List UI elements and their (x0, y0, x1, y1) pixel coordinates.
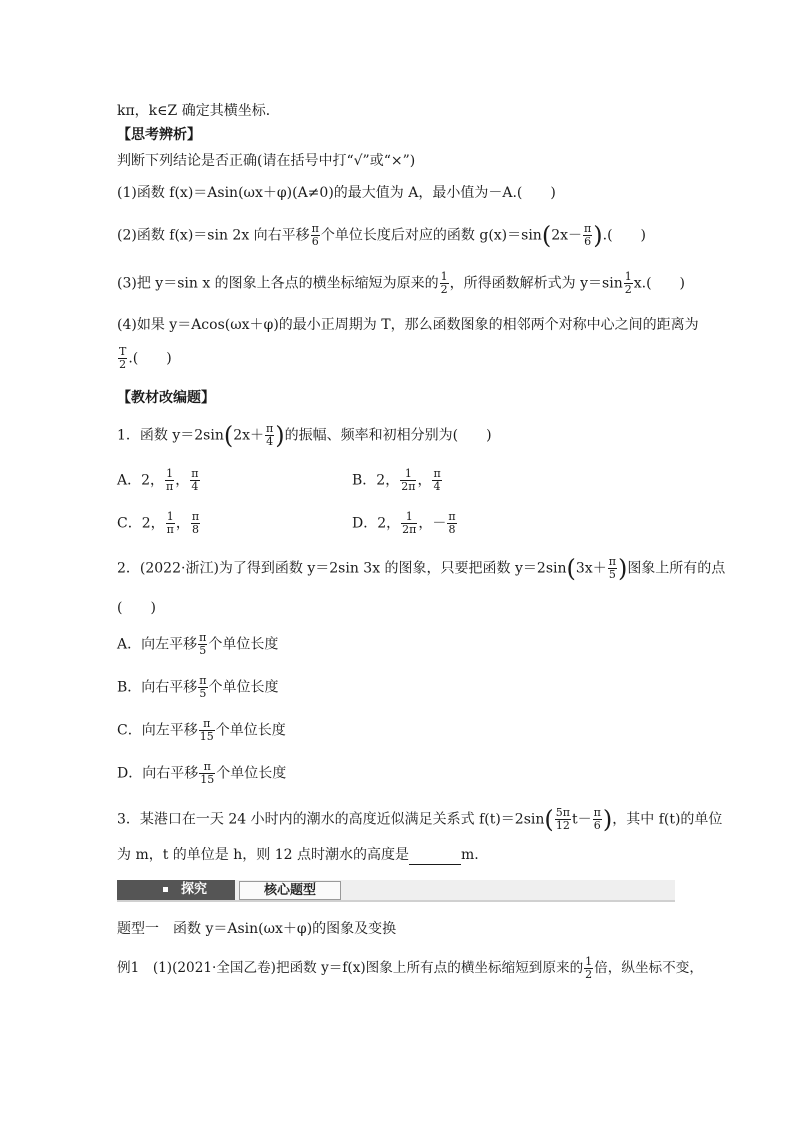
problem-1: 1．函数 y＝2sin(2x＋ $\frac{\pi}{4}$ )的振幅、频率和初相分别为( ) (117, 421, 492, 450)
question-4-cont: $\frac{T}{2}$ .( ) (119, 345, 172, 371)
fraction: $\frac{\pi}{4}$ (266, 422, 274, 448)
text-line: kπ，k∈Z 确定其横坐标． (117, 103, 280, 119)
option-2C: C．向左平移 $\frac{\pi}{15}$ 个单位长度 (117, 717, 286, 743)
banner-left: 探究 (117, 880, 235, 900)
option-2A: A．向左平移 $\frac{\pi}{5}$ 个单位长度 (117, 631, 279, 657)
problem-3: 3．某港口在一天 24 小时内的潮水的高度近似满足关系式 f(t)＝2sin( $\frac{5\pi}{12}$ t－ $\frac{\pi}{6}$ )，其中 f(t)的单位 (117, 805, 723, 834)
fraction: $\frac{\pi}{5}$ (608, 555, 616, 581)
problem-2-paren: ( ) (117, 600, 156, 616)
bullet-square-icon (163, 887, 168, 892)
fraction: $\frac{T}{2}$ (119, 345, 127, 371)
option-1D: D．2， $\frac{1}{2\pi}$ ，－ $\frac{\pi}{8}$ (352, 510, 456, 536)
instruction-line: 判断下列结论是否正确(请在括号中打“√”或“×”) (117, 153, 416, 169)
option-2B: B．向右平移 $\frac{\pi}{5}$ 个单位长度 (117, 674, 279, 700)
fraction: $\frac{1}{2}$ (624, 270, 632, 296)
fraction: $\frac{1}{2}$ (585, 955, 593, 981)
question-1: (1)函数 f(x)＝Asin(ωx＋φ)(A≠0)的最大值为 A，最小值为－A.( ) (117, 185, 556, 201)
section-heading-textbook: 【教材改编题】 (117, 390, 215, 406)
problem-3-cont: 为 m，t 的单位是 h，则 12 点时潮水的高度是 m. (117, 847, 479, 863)
fraction: $\frac{\pi}{6}$ (311, 222, 319, 248)
fraction: $\frac{5\pi}{12}$ (555, 806, 570, 832)
question-2: (2)函数 f(x)＝sin 2x 向右平移 $\frac{\pi}{6}$ 个单位长度后对应的函数 g(x)＝sin(2x－ $\frac{\pi}{6}$ ).( ) (117, 221, 646, 250)
problem-2: 2．(2022·浙江)为了得到函数 y＝2sin 3x 的图象，只要把函数 y＝2sin(3x＋ $\frac{\pi}{5}$ )图象上所有的点 (117, 554, 726, 583)
question-3: (3)把 y＝sin x 的图象上各点的横坐标缩短为原来的 $\frac{1}{2}$ ，所得函数解析式为 y＝sin $\frac{1}{2}$ x.( ) (117, 270, 685, 296)
option-1C: C．2， $\frac{1}{\pi}$ ， $\frac{\pi}{8}$ (117, 510, 200, 536)
fraction: $\frac{\pi}{6}$ (584, 222, 592, 248)
section-banner (117, 880, 675, 902)
option-1B: B．2， $\frac{1}{2\pi}$ ， $\frac{\pi}{4}$ (352, 467, 441, 493)
option-2D: D．向右平移 $\frac{\pi}{15}$ 个单位长度 (117, 760, 287, 786)
fraction: $\frac{\pi}{6}$ (593, 806, 601, 832)
fraction: $\frac{1}{2}$ (440, 270, 448, 296)
banner-right: 核心题型 (239, 881, 341, 900)
topic-heading: 题型一 函数 y＝Asin(ωx＋φ)的图象及变换 (117, 921, 397, 937)
section-heading-thinking: 【思考辨析】 (117, 127, 201, 143)
question-4: (4)如果 y＝Acos(ωx＋φ)的最小正周期为 T，那么函数图象的相邻两个对称中心之间的距离为 (117, 317, 699, 333)
answer-blank (409, 850, 461, 865)
example-1: 例1 (1)(2021·全国乙卷)把函数 y＝f(x)图象上所有点的横坐标缩短到原来的 $\frac{1}{2}$ 倍，纵坐标不变， (117, 955, 703, 981)
option-1A: A．2， $\frac{1}{\pi}$ ， $\frac{\pi}{4}$ (117, 467, 199, 493)
